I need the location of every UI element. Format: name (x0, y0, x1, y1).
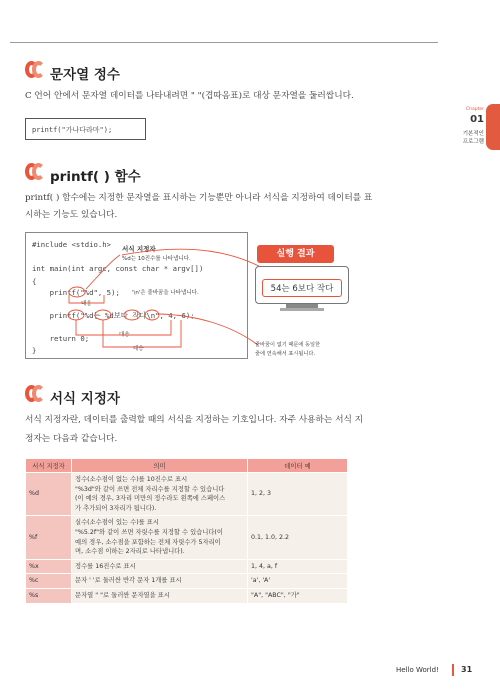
result-label: 실행 결과 (257, 245, 334, 263)
code-line: printf("%d는 %d보다 작다\n", 4, 6); (32, 311, 195, 320)
meaning-line: 가 추가되어 3자리가 됩니다). (75, 504, 157, 512)
meaning-line: 실수(소수점이 있는 수)를 표시 (75, 519, 159, 527)
chapter-number: 01 (470, 114, 484, 125)
code-line: int main(int argc, const char * argv[]) (32, 264, 204, 273)
section3-paragraph-line2: 정자는 다음과 같습니다. (25, 434, 118, 444)
table-row (26, 588, 348, 603)
table-cell-meaning (72, 473, 248, 516)
footer-text: Hello World! (396, 666, 439, 674)
top-rule (10, 42, 438, 43)
meaning-line: 예의 경우, 소수점을 포함하는 전체 자릿수가 5자리이 (75, 538, 221, 546)
table-header-row (26, 459, 348, 473)
annotation-format-specifier-desc: %d는 10진수를 나타냅니다. (122, 256, 191, 262)
code-line: return 0; (32, 334, 90, 343)
chapter-label: Chapter (466, 107, 484, 112)
table-cell-example: 'a', 'A' (248, 574, 348, 589)
table-header-cell: 의미 (72, 459, 248, 473)
code-snippet-string: printf("가나다라마"); (25, 118, 146, 140)
meaning-line: 며, 소수점 이하는 2자리로 나타냅니다). (75, 548, 185, 556)
table-cell-meaning (72, 516, 248, 559)
table-cell-example: "A", "ABC", "가" (248, 588, 348, 603)
table-cell-meaning: 문자 ' '로 둘러싼 반각 문자 1개를 표시 (72, 574, 248, 589)
table-header-cell: 서식 지정자 (26, 459, 72, 473)
table-cell-spec: %x (26, 559, 72, 574)
cc-bullet-icon (25, 162, 45, 182)
table-cell-spec: %s (26, 588, 72, 603)
cc-bullet-icon (25, 384, 45, 404)
code-example-box (25, 232, 248, 359)
page-number: 31 (461, 665, 473, 674)
section2-paragraph-line2: 시하는 기능도 있습니다. (25, 210, 118, 220)
result-output: 54는 6보다 작다 (262, 279, 342, 297)
table-row (26, 516, 348, 559)
table-cell-spec: %d (26, 473, 72, 516)
table-row (26, 574, 348, 589)
table-cell-spec: %c (26, 574, 72, 589)
newline-note (255, 341, 320, 359)
table-header-cell: 데이터 예 (248, 459, 348, 473)
section3-paragraph-line1: 서식 지정자란, 데이터를 출력할 때의 서식을 지정하는 기호입니다. 자주 사용하는 서식 지 (25, 415, 364, 425)
table-cell-example: 1, 4, a, f (248, 559, 348, 574)
chapter-title-line1: 기본적인 (462, 131, 484, 137)
table-cell-meaning: 문자열 " "로 둘러싼 문자열을 표시 (72, 588, 248, 603)
monitor-base (280, 308, 324, 311)
section2-paragraph-line1: printf( ) 함수에는 지정한 문자열을 표시하는 기능뿐만 아니라 서식을 지정하여 데이터를 표 (25, 193, 373, 203)
code-line: #include <stdio.h> (32, 240, 112, 249)
format-specifier-table (25, 458, 348, 604)
table-cell-spec: %f (26, 516, 72, 559)
meaning-line: (이 예의 경우, 3자리 미만의 정수라도 왼쪽에 스페이스 (75, 495, 226, 503)
annotation-newline: '\n'은 줄바꿈을 나타냅니다. (132, 290, 199, 296)
meaning-line: "%5.2f"와 같이 쓰면 자릿수를 지정할 수 있습니다(이 (75, 528, 223, 536)
cc-bullet-icon (25, 60, 45, 80)
newline-note-line2: 줄에 연속해서 표시됩니다. (255, 351, 316, 357)
newline-note-line1: 줄바꿈이 없기 때문에 동일한 (255, 342, 321, 348)
chapter-tab-marker (486, 104, 500, 150)
meaning-line: 정수(소수점이 없는 수)를 10진수로 표시 (75, 476, 188, 483)
section-title-format-specifier: 서식 지정자 (50, 391, 120, 407)
meaning-line: "%3d"와 같이 쓰면 전체 자리수를 지정할 수 있습니다 (75, 485, 225, 493)
section-title-printf: printf( ) 함수 (50, 169, 141, 185)
section1-paragraph: C 언어 안에서 문자열 데이터를 나타내려면 " "(겹따옴표)로 대상 문자열을 둘러쌉니다. (25, 91, 354, 101)
table-row (26, 473, 348, 516)
annotation-match-2: 대응 (119, 332, 130, 338)
annotation-arrows (26, 233, 249, 360)
table-cell-example: 1, 2, 3 (248, 473, 348, 516)
annotation-match-1: 대응 (81, 301, 92, 307)
section-title-string-constant: 문자열 정수 (50, 67, 120, 83)
table-cell-meaning: 정수를 16진수로 표시 (72, 559, 248, 574)
table-cell-example: 0.1, 1.0, 2.2 (248, 516, 348, 559)
chapter-tab (445, 104, 500, 150)
code-line: { (32, 277, 37, 286)
code-line: } (32, 346, 37, 355)
annotation-match-3: 대응 (133, 346, 144, 352)
annotation-format-specifier-title: 서식 지정자 (122, 245, 156, 253)
chapter-title-line2: 프로그램 (462, 139, 484, 145)
footer-divider (452, 664, 454, 676)
table-row (26, 559, 348, 574)
code-line: printf("%d", 5); (32, 288, 120, 297)
